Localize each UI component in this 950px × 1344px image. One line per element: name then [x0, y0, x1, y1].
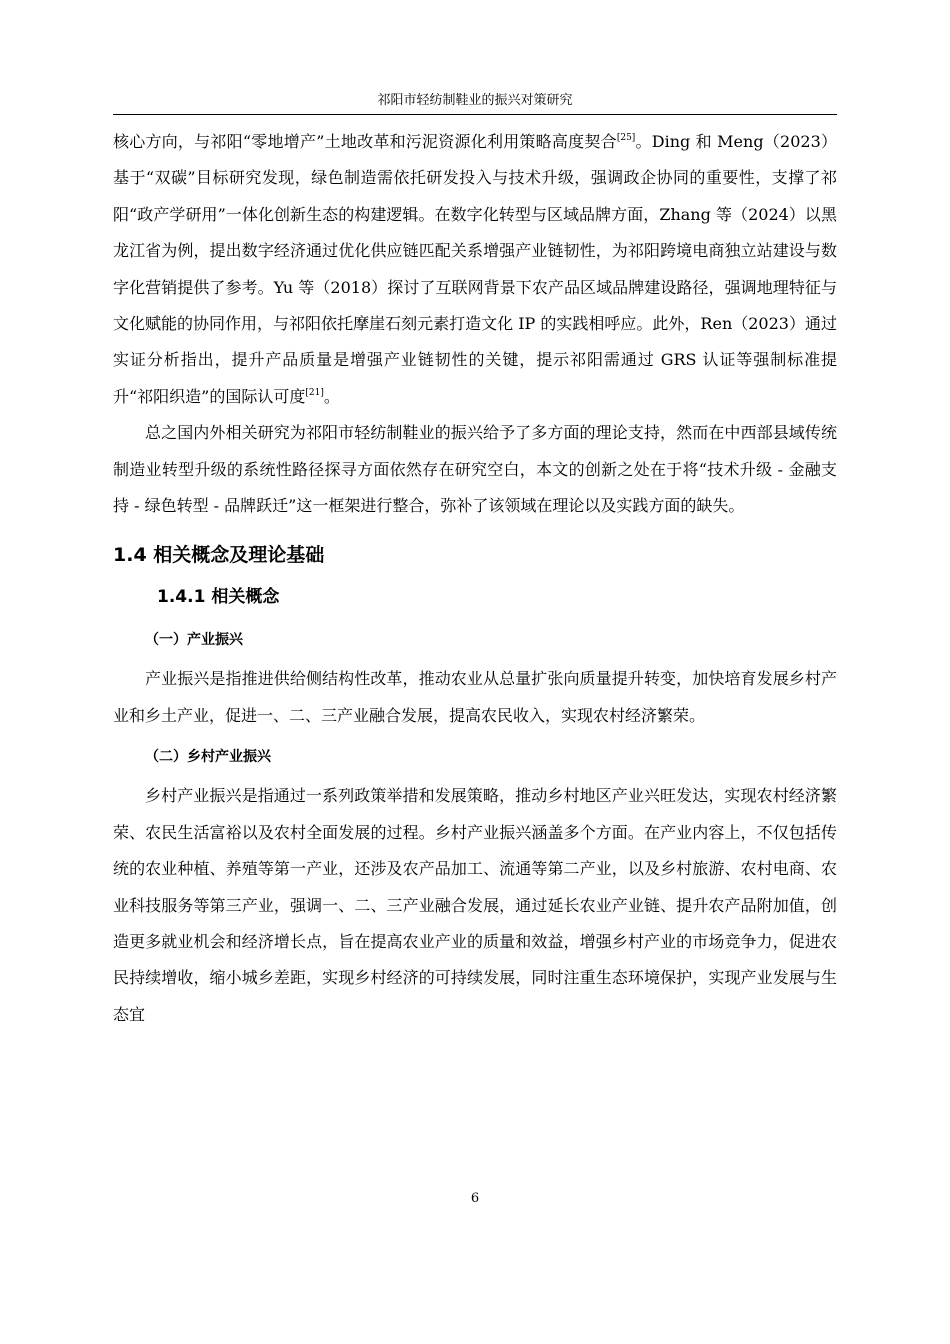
citation-21: [21] [305, 387, 324, 398]
paragraph-text: 。Ding 和 Meng（2023）基于“双碳”目标研究发现，绿色制造需依托研发投入与技术升级，强调政企协同的重要性，支撑了祁阳“政产学研用”一体化创新生态的构建逻辑。在数字化转型与区域品牌方面，Zhang 等（2024）以黑龙江省为例，提出数字经济通过优化供应链匹配关系增强产业链韧性，为祁阳跨境电商独立站建设与数字化营销提供了参考。Yu 等（2018）探讨了互联网背景下农产品区域品牌建设路径，强调地理特征与文化赋能的协同作用，与祁阳依托摩崖石刻元素打造文化 IP 的实践相呼应。此外，Ren（2023）通过实证分析指出，提升产品质量是增强产业链韧性的关键，提示祁阳需通过 GRS 认证等强制标准提升“祁阳织造”的国际认可度 [113, 132, 837, 406]
paragraph-text: 核心方向，与祁阳“零地增产”土地改革和污泥资源化利用策略高度契合 [113, 132, 617, 151]
running-header: 祁阳市轻纺制鞋业的振兴对策研究 [377, 93, 573, 108]
paragraph-summary: 总之国内外相关研究为祁阳市轻纺制鞋业的振兴给予了多方面的理论支持，然而在中西部县域传统制造业转型升级的系统性路径探寻方面依然存在研究空白，本文的创新之处在于将“技术升级 - 金融支持 - 绿色转型 - 品牌跃迁”这一框架进行整合，弥补了该领域在理论以及实践方面的缺失。 [113, 423, 837, 516]
paragraph-industry-revitalization: 产业振兴是指推进供给侧结构性改革，推动农业从总量扩张向质量提升转变，加快培育发展乡村产业和乡土产业，促进一、二、三产业融合发展，提高农民收入，实现农村经济繁荣。 [113, 669, 837, 725]
item-heading-industry-revitalization: （一）产业振兴 [145, 632, 243, 649]
paragraph-text: 。 [323, 386, 340, 406]
citation-25: [25] [616, 132, 636, 143]
subsection-heading: 1.4.1 相关概念 [157, 587, 280, 608]
page-body [113, 124, 837, 1033]
paragraph-literature-review [113, 124, 837, 415]
item-heading-rural-industry-revitalization: （二）乡村产业振兴 [145, 749, 271, 766]
paragraph-rural-industry-revitalization: 乡村产业振兴是指通过一系列政策举措和发展策略，推动乡村地区产业兴旺发达，实现农村经济繁荣、农民生活富裕以及农村全面发展的过程。乡村产业振兴涵盖多个方面。在产业内容上，不仅包括传统的农业种植、养殖等第一产业，还涉及农产品加工、流通等第二产业，以及乡村旅游、农村电商、农业科技服务等第三产业，强调一、二、三产业融合发展，通过延长农业产业链、提升农产品附加值，创造更多就业机会和经济增长点，旨在提高农业产业的质量和效益，增强乡村产业的市场竞争力，促进农民持续增收，缩小城乡差距，实现乡村经济的可持续发展，同时注重生态环境保护，实现产业发展与生态宜 [113, 786, 837, 1024]
page-number: 6 [470, 1191, 480, 1206]
section-heading: 1.4 相关概念及理论基础 [113, 544, 325, 567]
header-rule [113, 114, 837, 115]
